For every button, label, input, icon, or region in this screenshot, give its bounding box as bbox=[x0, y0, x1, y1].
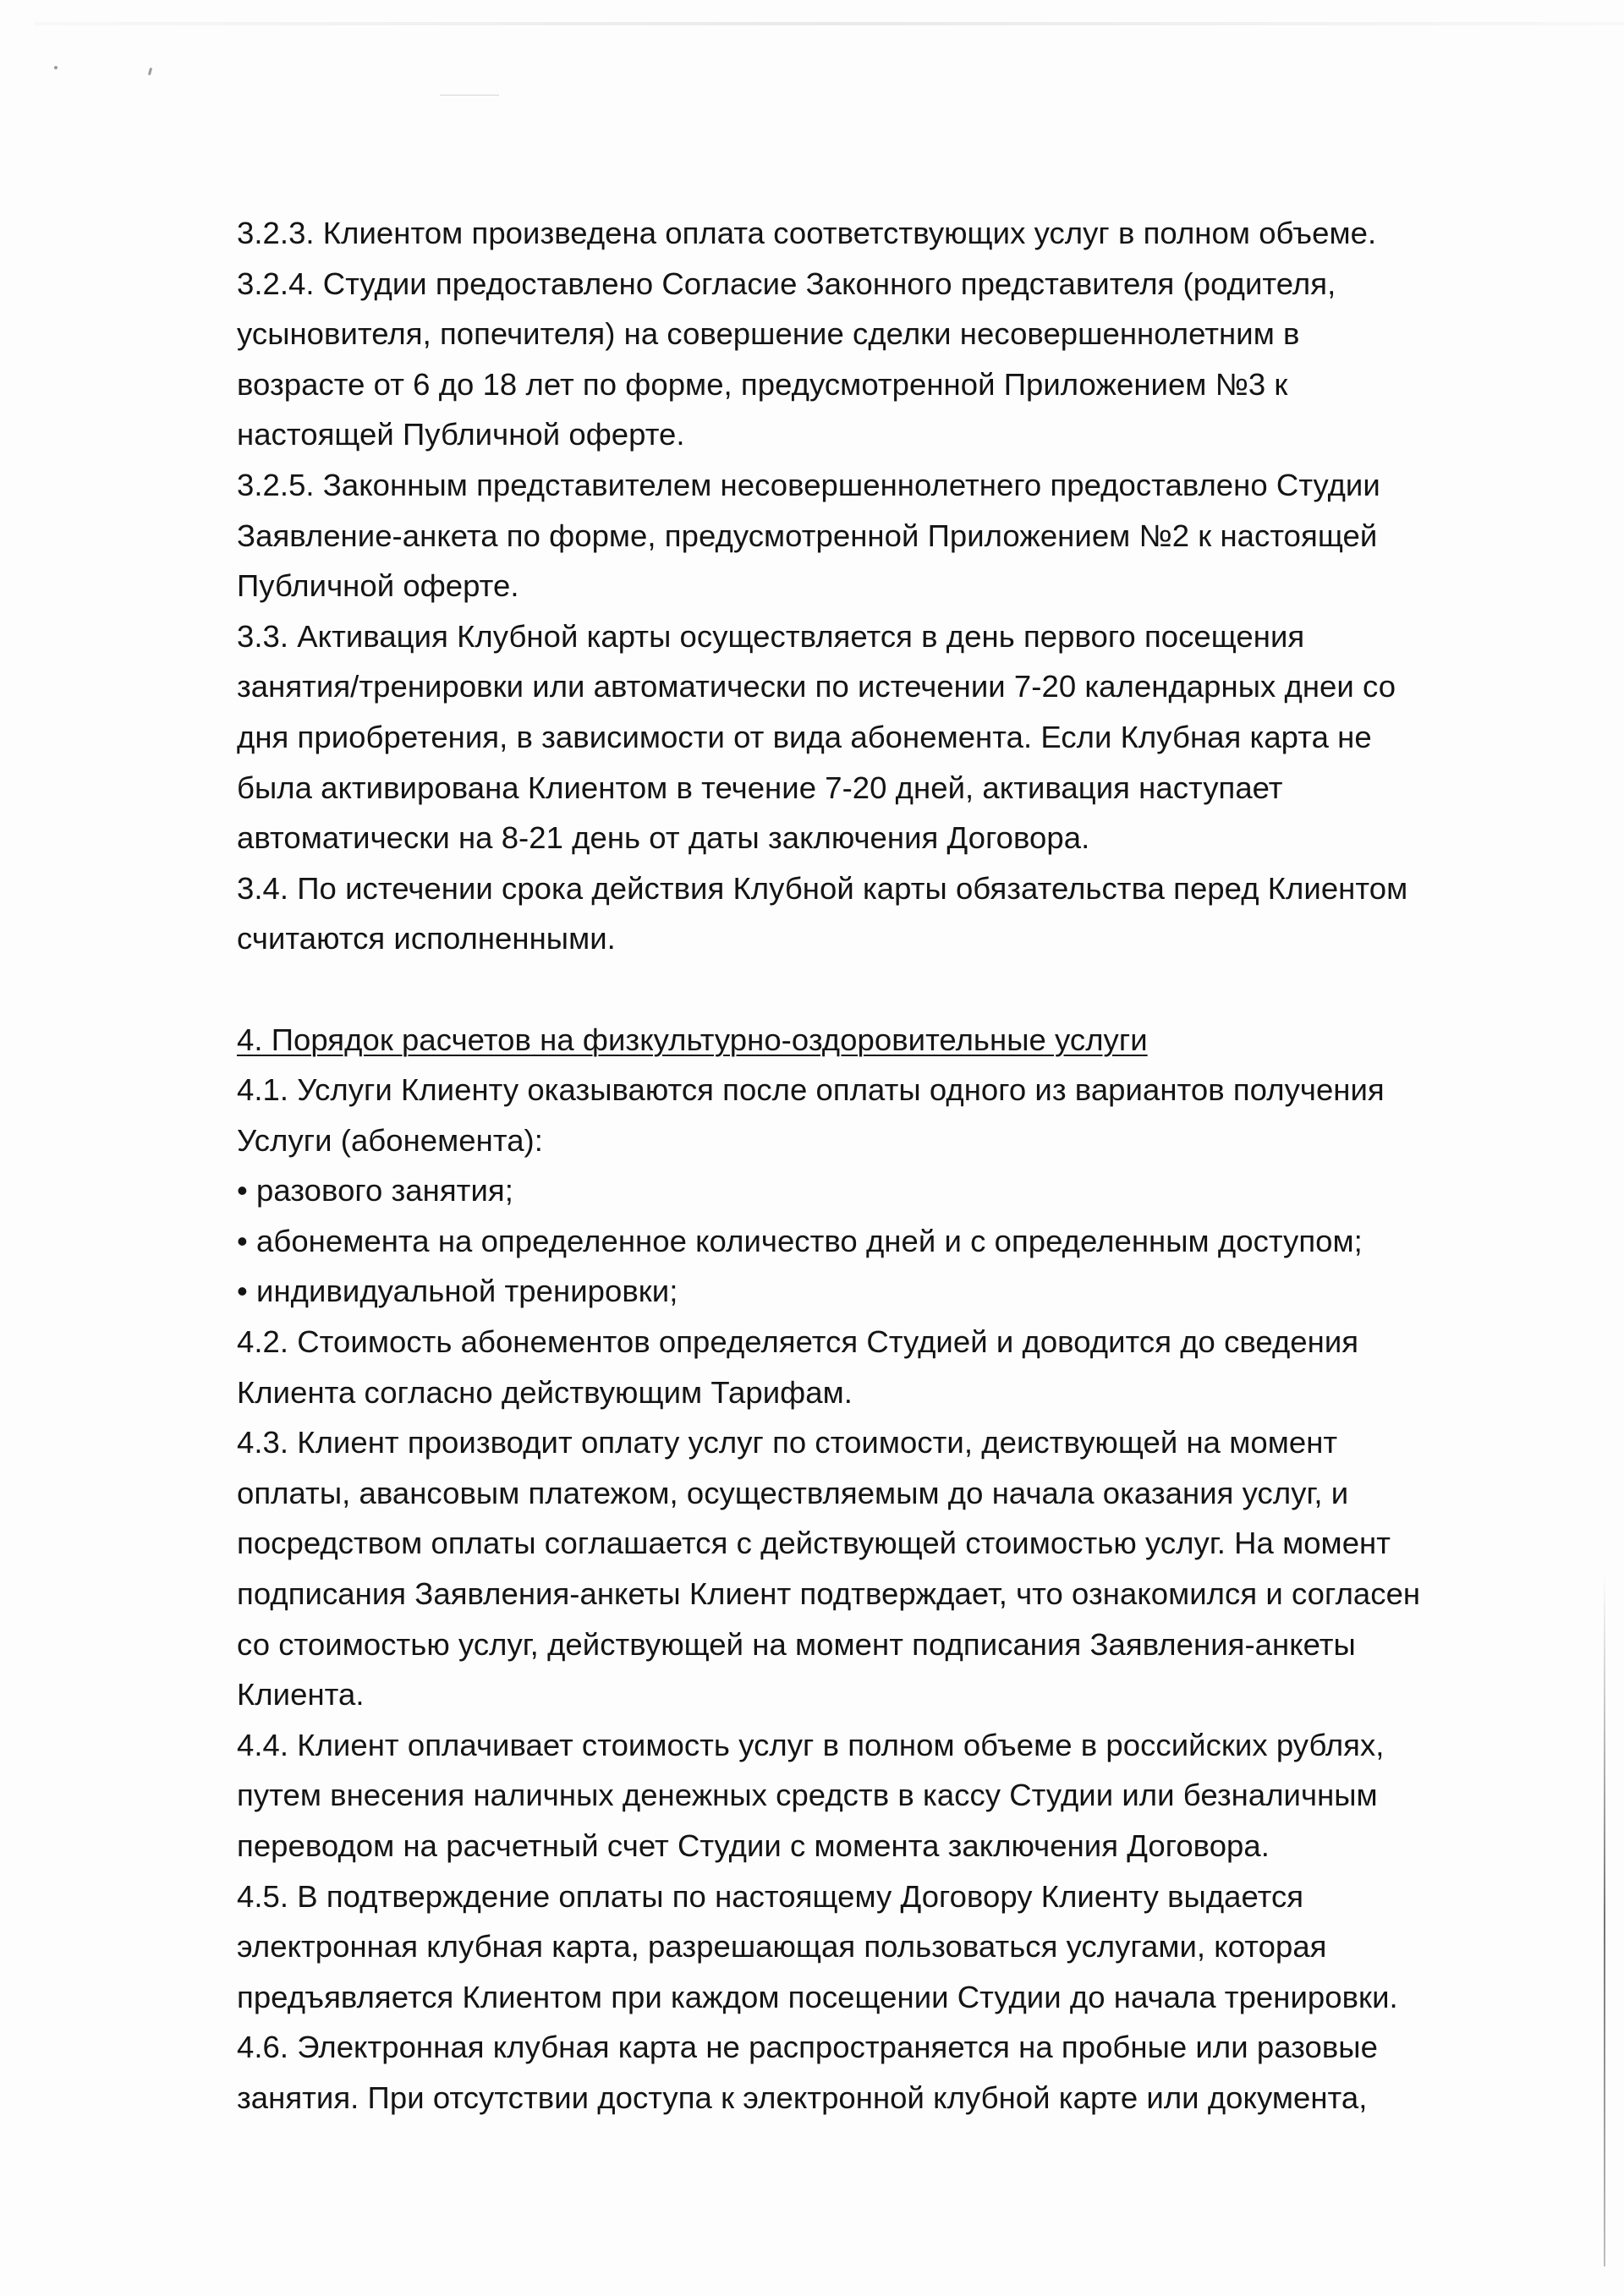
text-line: переводом на расчетный счет Студии с момента заключения Договора. bbox=[237, 1828, 1270, 1863]
text-line: была активирована Клиентом в течение 7-20 дней, активация наступает bbox=[237, 770, 1283, 805]
text-line: 3.2.4. Студии предоставлено Согласие Законного представителя (родителя, bbox=[237, 266, 1336, 301]
scan-speck bbox=[54, 66, 58, 69]
text-line: занятия/тренировки или автоматически по истечении 7-20 календарных днеи со bbox=[237, 669, 1396, 704]
text-line: возрасте от 6 до 18 лет по форме, предусмотренной Приложением №3 к bbox=[237, 366, 1288, 402]
text-line: Клиента согласно действующим Тарифам. bbox=[237, 1374, 853, 1410]
text-line: предъявляется Клиентом при каждом посещении Студии до начала тренировки. bbox=[237, 1979, 1398, 2014]
text-line: подписания Заявления-анкеты Клиент подтверждает, что ознакомился и согласен bbox=[237, 1576, 1421, 1612]
list-item: • индивидуальной тренировки; bbox=[237, 1274, 678, 1309]
text-line: Клиента. bbox=[237, 1677, 365, 1712]
text-line: Публичной оферте. bbox=[237, 568, 519, 604]
text-line: 4.6. Электронная клубная карта не распространяется на пробные или разовые bbox=[237, 2030, 1378, 2065]
text-line: 4.4. Клиент оплачивает стоимость услуг в полном объеме в российских рублях, bbox=[237, 1727, 1385, 1762]
section-3-continuation bbox=[237, 208, 1522, 964]
text-line: автоматически на 8-21 день от даты заключения Договора. bbox=[237, 820, 1090, 856]
text-line: настоящей Публичной оферте. bbox=[237, 417, 685, 452]
text-line: дня приобретения, в зависимости от вида абонемента. Если Клубная карта не bbox=[237, 719, 1372, 754]
list-item: • абонемента на определенное количество дней и с определенным доступом; bbox=[237, 1223, 1363, 1258]
text-line: Заявление-анкета по форме, предусмотренной Приложением №2 к настоящей bbox=[237, 518, 1378, 553]
text-line: со стоимостью услуг, действующей на момент подписания Заявления-анкеты bbox=[237, 1626, 1356, 1662]
text-line: 4.2. Стоимость абонементов определяется Студией и доводится до сведения bbox=[237, 1324, 1359, 1360]
text-line: усыновителя, попечителя) на совершение сделки несовершеннолетним в bbox=[237, 316, 1300, 352]
text-line: оплаты, авансовым платежом, осуществляемым до начала оказания услуг, и bbox=[237, 1475, 1349, 1510]
section-4 bbox=[237, 1015, 1522, 2123]
section-heading: 4. Порядок расчетов на физкультурно-оздоровительные услуги bbox=[237, 1022, 1148, 1057]
text-line: 3.4. По истечении срока действия Клубной карты обязательства перед Клиентом bbox=[237, 870, 1408, 906]
list-item: • разового занятия; bbox=[237, 1173, 513, 1208]
text-line: путем внесения наличных денежных средств в кассу Студии или безналичным bbox=[237, 1778, 1378, 1813]
text-line: 3.2.5. Законным представителем несовершеннолетнего предоставлено Студии bbox=[237, 467, 1380, 502]
scan-top-shadow bbox=[34, 22, 1624, 25]
text-line: 4.3. Клиент производит оплату услуг по стоимости, деиствующей на момент bbox=[237, 1425, 1338, 1460]
text-line: электронная клубная карта, разрешающая пользоваться услугами, которая bbox=[237, 1929, 1327, 1964]
document-body bbox=[237, 208, 1522, 2123]
text-line: 4.5. В подтверждение оплаты по настоящему Договору Клиенту выдается bbox=[237, 1878, 1304, 1914]
text-line: 4.1. Услуги Клиенту оказываются после оплаты одного из вариантов получения bbox=[237, 1072, 1385, 1108]
text-line: 3.2.3. Клиентом произведена оплата соответствующих услуг в полном объеме. bbox=[237, 216, 1377, 250]
text-line: 3.3. Активация Клубной карты осуществляется в день первого посещения bbox=[237, 618, 1305, 654]
text-line: занятия. При отсутствии доступа к электронной клубной карте или документа, bbox=[237, 2080, 1368, 2115]
paragraph-gap bbox=[237, 964, 1522, 1015]
text-line: посредством оплаты соглашается с действующей стоимостью услуг. На момент bbox=[237, 1526, 1391, 1561]
scan-smudge bbox=[440, 95, 499, 96]
text-line: Услуги (абонемента): bbox=[237, 1122, 543, 1158]
text-line: считаются исполненными. bbox=[237, 921, 616, 956]
scan-speck bbox=[148, 68, 152, 75]
scan-right-edge-shadow bbox=[1604, 1573, 1605, 2266]
